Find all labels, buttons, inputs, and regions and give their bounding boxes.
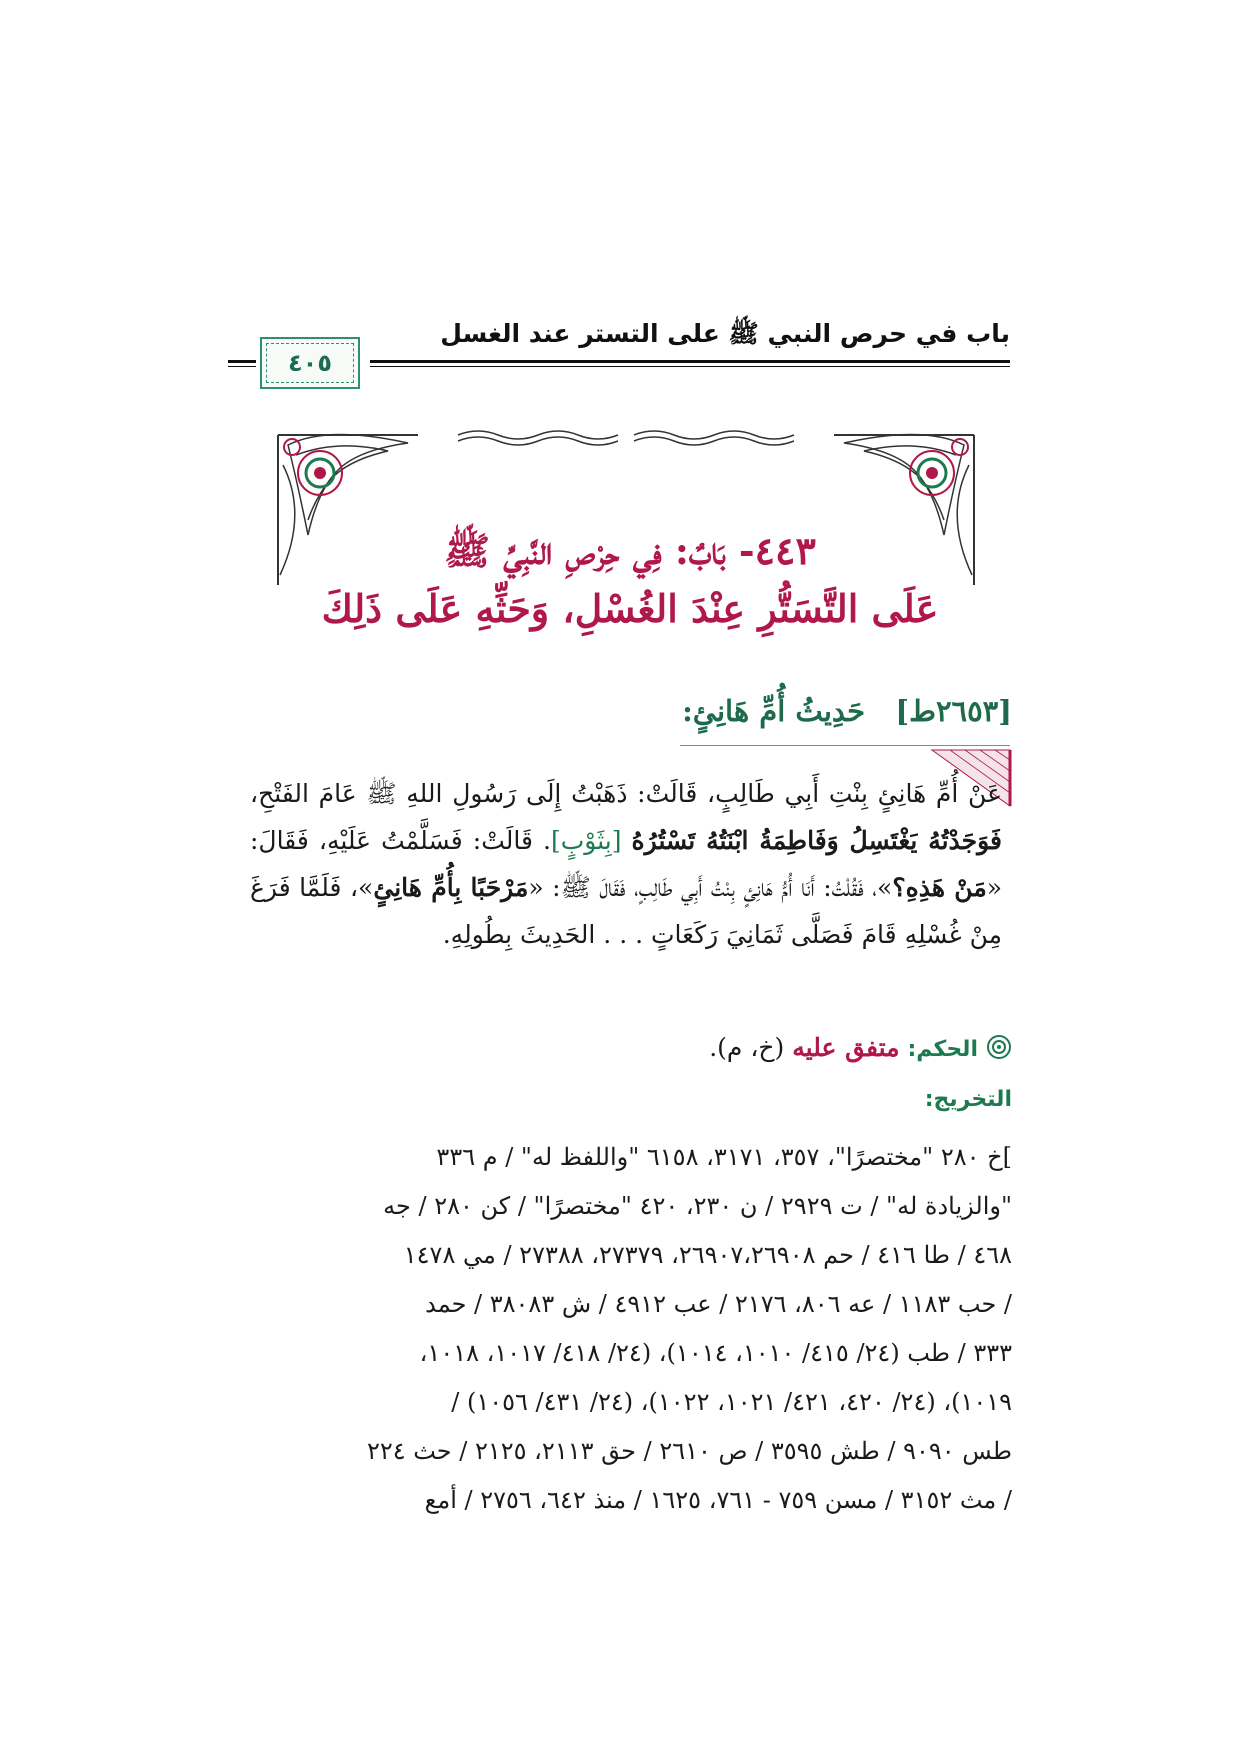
hadith-number: [٢٦٥٣ط] (895, 694, 1012, 728)
takhrij-label: التخريج: (924, 1087, 1012, 1112)
ruling-sources: (خ، م). (709, 1033, 785, 1062)
ruling-line (550, 1033, 1012, 1077)
running-header: باب في حرص النبي ﷺ على التستر عند الغسل (440, 319, 1010, 348)
takhrij-text (232, 1133, 1012, 1525)
hadith-heading (640, 694, 1012, 738)
header-rule (370, 360, 1010, 363)
hadith-text-part: عَنْ أُمِّ هَانِئٍ بِنْتِ أَبِي طَالِبٍ، قَالَتْ: ذَهَبْتُ إِلَى رَسُولِ اللهِ ﷺ عَامَ الفَتْحِ، (250, 779, 1003, 808)
takhrij-line: ١٠١٩)، (٢٤/ ٤٢٠، ٤٢١/ ١٠٢١، ١٠٢٢)، (٢٤/ ٤٣١/ ١٠٥٦) / (451, 1388, 1012, 1416)
header-rule-left (228, 360, 256, 363)
takhrij-line: ٣٣٣ / طب (٢٤/ ٤١٥/ ١٠١٠، ١٠١٤)، (٢٤/ ٤١٨/ ١٠١٧، ١٠١٨، (419, 1339, 1012, 1367)
chapter-title-line-2: عَلَى التَّسَتُّرِ عِنْدَ الغُسْلِ، وَحَثِّهِ عَلَى ذَلِكَ (321, 586, 939, 631)
takhrij-line: ٤٦٨ / طا ٤١٦ / حم ٢٦٩٠٧،٢٦٩٠٨، ٢٧٣٧٩، ٢٧٣٨٨ / مي ١٤٧٨ (403, 1241, 1012, 1269)
header-rule-left-thin (228, 366, 256, 367)
takhrij-line: / مث ٣١٥٢ / مسن ٧٥٩ - ٧٦١، ١٦٢٥ / منذ ٦٤٢، ٢٧٥٦ / أمع (424, 1486, 1012, 1514)
hadith-quote: مَرْحَبًا بِأُمِّ هَانِئٍ (373, 873, 529, 902)
hadith-quote: مَنْ هَذِهِ؟ (892, 873, 987, 902)
hadith-title: حَدِيثُ أُمِّ هَانِئٍ: (682, 694, 866, 728)
takhrij-line: / حب ١١٨٣ / عه ٨٠٦، ٢١٧٦ / عب ٤٩١٢ / ش ٣٨٠٨٣ / حمد (425, 1290, 1012, 1318)
hadith-text-bold: فَوَجَدْتُهُ يَغْتَسِلُ وَفَاطِمَةُ ابْنَتُهُ تَسْتُرُهُ (631, 826, 1003, 855)
hadith-addition: [بِثَوْبٍ] (551, 826, 632, 855)
ruling-value: متفق عليه (792, 1033, 900, 1062)
rosette-icon (986, 1034, 1012, 1060)
takhrij-line: طس ٩٠٩٠ / طش ٣٥٩٥ / ص ٢٦١٠ / حق ٢١١٣، ٢١٢٥ / حث ٢٢٤ (366, 1437, 1012, 1465)
chapter-title-line-1: ٤٤٣- بَابٌ: فِي حِرْصِ النَّبِيِّ ﷺ (444, 528, 816, 573)
hadith-text (250, 770, 1002, 958)
hadith-text-part: »، فَقُلْتُ: أَنَا أُمُّ هَانِئٍ بِنْتُ أَبِي طَالِبٍ، فَقَالَ ﷺ: « (528, 873, 893, 902)
chapter-title (280, 522, 980, 638)
hadith-text-part: . قَالَتْ: فَسَلَّمْتُ عَلَيْهِ، فَقَالَ: « (250, 826, 1003, 902)
heading-rule (680, 745, 1010, 746)
takhrij-line: "والزيادة له" / ت ٢٩٢٩ / ن ٢٣٠، ٤٢٠ "مختصرًا" / كن ٢٨٠ / جه (383, 1192, 1012, 1220)
page-number: ٤٠٥ (288, 349, 332, 377)
page-number-frame (260, 337, 360, 389)
header-rule-thin (370, 366, 1010, 367)
takhrij-line: ]خ ٢٨٠ "مختصرًا"، ٣٥٧، ٣١٧١، ٦١٥٨ "واللفظ له" / م ٣٣٦ (436, 1143, 1012, 1171)
hadith-text-part: »، فَلَمَّا فَرَغَ مِنْ غُسْلِهِ قَامَ فَصَلَّى ثَمَانِيَ رَكَعَاتٍ . . . الحَدِيثَ بِطُولِهِ. (250, 873, 1002, 949)
ruling-label: الحكم: (907, 1037, 978, 1062)
